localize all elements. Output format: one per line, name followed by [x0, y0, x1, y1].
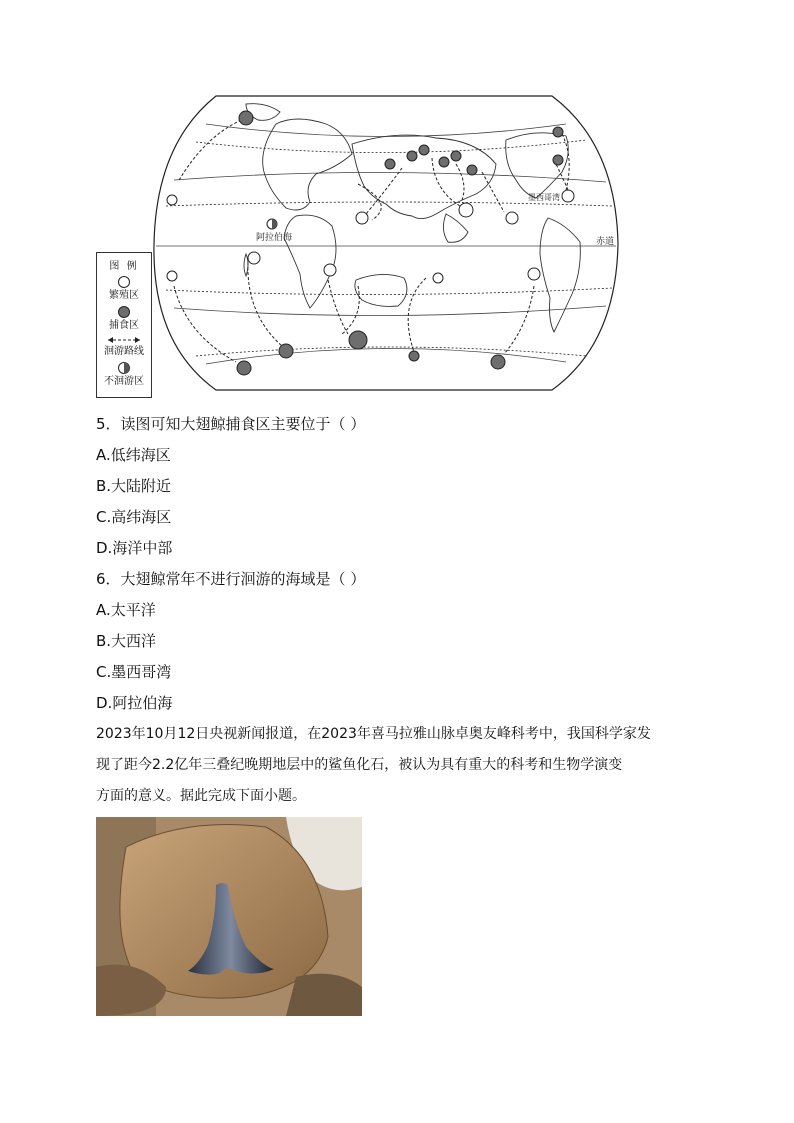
q6-option-a[interactable]: A.太平洋	[96, 601, 156, 619]
q5-stem: 5．读图可知大翅鲸捕食区主要位于（ ）	[96, 415, 366, 433]
non-migrating-area	[267, 219, 277, 229]
q6-option-d[interactable]: D.阿拉伯海	[96, 694, 173, 712]
legend-breeding: 繁殖区	[109, 290, 139, 301]
legend-non-migrating: 不洄游区	[104, 376, 144, 387]
legend-route: 洄游路线	[104, 346, 144, 357]
passage-line: 方面的意义。据此完成下面小题。	[96, 788, 306, 804]
q6-option-b[interactable]: B.大西洋	[96, 632, 157, 650]
map-svg	[96, 94, 622, 392]
q5-option-c[interactable]: C.高纬海区	[96, 508, 172, 526]
label-equator: 赤道	[596, 237, 615, 247]
migration-map	[96, 94, 622, 392]
map-legend	[96, 252, 152, 398]
legend-feeding: 捕食区	[109, 320, 139, 331]
map-frame	[154, 96, 618, 390]
legend-title: 图 例	[109, 261, 139, 272]
dashed-arrow-icon	[104, 335, 144, 345]
half-circle-icon	[117, 361, 131, 375]
q6-option-c[interactable]: C.墨西哥湾	[96, 663, 172, 681]
q5-option-d[interactable]: D.海洋中部	[96, 539, 173, 557]
passage	[96, 719, 706, 812]
fossil-image	[96, 817, 362, 1016]
feeding-circle-icon	[117, 305, 131, 319]
label-arabian-sea: 阿拉伯海	[256, 233, 293, 243]
breeding-circle-icon	[117, 275, 131, 289]
label-gulf-mexico: 墨西哥湾	[528, 193, 560, 202]
shark-tooth-fossil-photo	[96, 817, 362, 1016]
q5-option-b[interactable]: B.大陆附近	[96, 477, 172, 495]
q6-stem: 6．大翅鲸常年不进行洄游的海域是（ ）	[96, 570, 366, 588]
passage-line: 2023年10月12日央视新闻报道，在2023年喜马拉雅山脉卓奥友峰科考中，我国科学家发	[96, 726, 651, 742]
passage-line: 现了距今2.2亿年三叠纪晚期地层中的鲨鱼化石，被认为具有重大的科考和生物学演变	[96, 757, 623, 773]
q5-option-a[interactable]: A.低纬海区	[96, 446, 171, 464]
